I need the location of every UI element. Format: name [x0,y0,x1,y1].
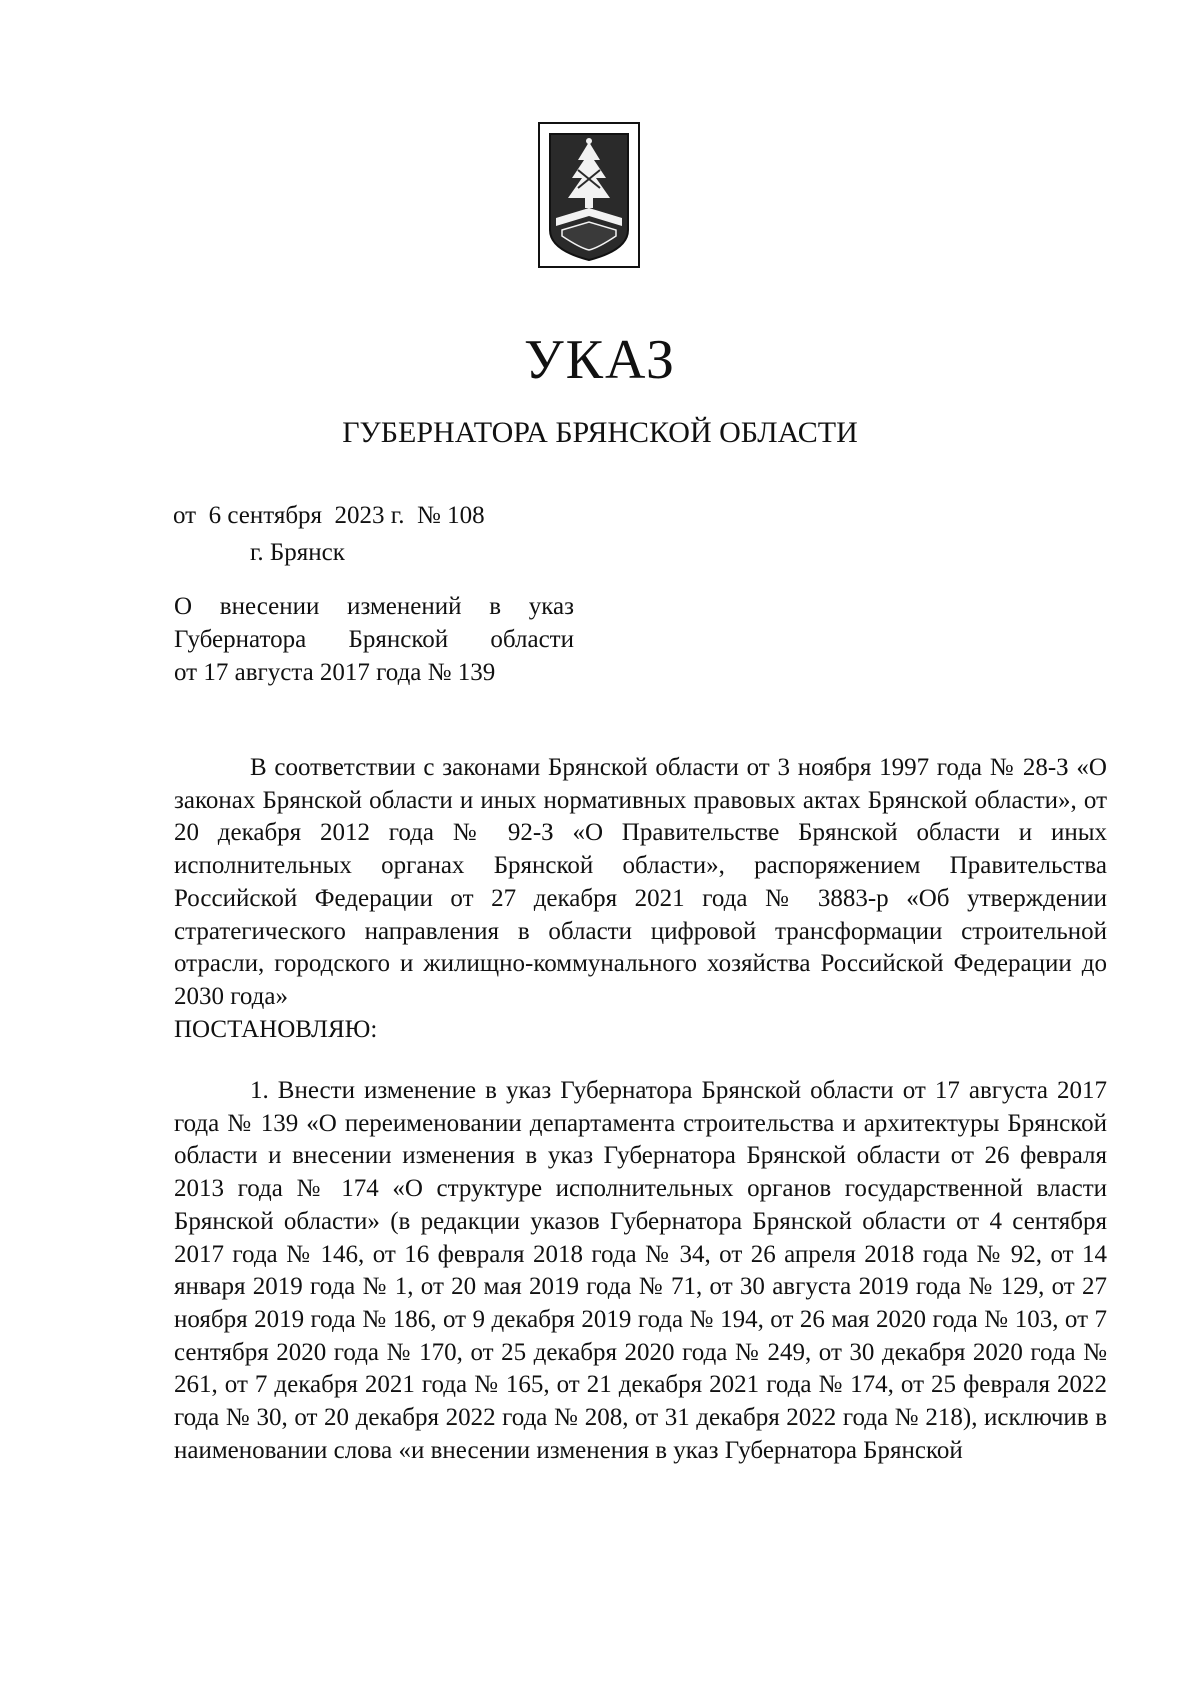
subject-line: О внесении изменений в указ [174,593,574,620]
decree-word: ПОСТАНОВЛЯЮ: [174,1015,378,1043]
coat-of-arms-icon [538,122,640,268]
document-city: г. Брянск [250,539,345,566]
document-issuer: ГУБЕРНАТОРА БРЯНСКОЙ ОБЛАСТИ [342,416,858,449]
subject-line: Губернатора Брянской области [174,626,574,653]
preamble-paragraph [174,752,1107,1046]
document-title: УКАЗ [523,329,677,391]
subject-line: от 17 августа 2017 года № 139 [174,659,496,686]
item-1-paragraph: 1. Внести изменение в указ Губернатора Брянской области от 17 августа 2017 года № 139 «О переименовании департамента строительства и архитектуры Брянской области и внесении изменения в указ Губернатора Брянской области от 26 февраля 2013 года № 174 «О структуре исполнительных органов государственной власти Брянской области» (в редакции указов Губернатора Брянской области от 4 сентября 2017 года № 146, от 16 февраля 2018 года № 34, от 26 апреля 2018 года № 92, от 14 января 2019 года № 1, от 20 мая 2019 года № 71, от 30 августа 2019 года № 129, от 27 ноября 2019 года № 186, от 9 декабря 2019 года № 194, от 26 мая 2020 года № 103, от 7 сентября 2020 года № 170, от 25 декабря 2020 года № 249, от 30 декабря 2020 года № 261, от 7 декабря 2021 года № 165, от 21 декабря 2021 года № 174, от 25 февраля 2022 года № 30, от 20 декабря 2022 года № 208, от 31 декабря 2022 года № 218), исключив в наименовании слова «и внесении изменения в указ Губернатора Брянской [174,1077,1107,1464]
document-subject [174,590,574,689]
preamble-text: В соответствии с законами Брянской области от 3 ноября 1997 года № 28-З «О законах Брянской области и иных нормативных правовых актах Брянской области», от 20 декабря 2012 года № 92-З «О Правительстве Брянской области и иных исполнительных органах Брянской области», распоряжением Правительства Российской Федерации от 27 декабря 2021 года № 3883-р «Об утверждении стратегического направления в области цифровой трансформации строительной отрасли, городского и жилищно-коммунального хозяйства Российской Федерации до 2030 года» [174,754,1107,1010]
document-date-number: от 6 сентября 2023 г. № 108 [173,502,485,529]
